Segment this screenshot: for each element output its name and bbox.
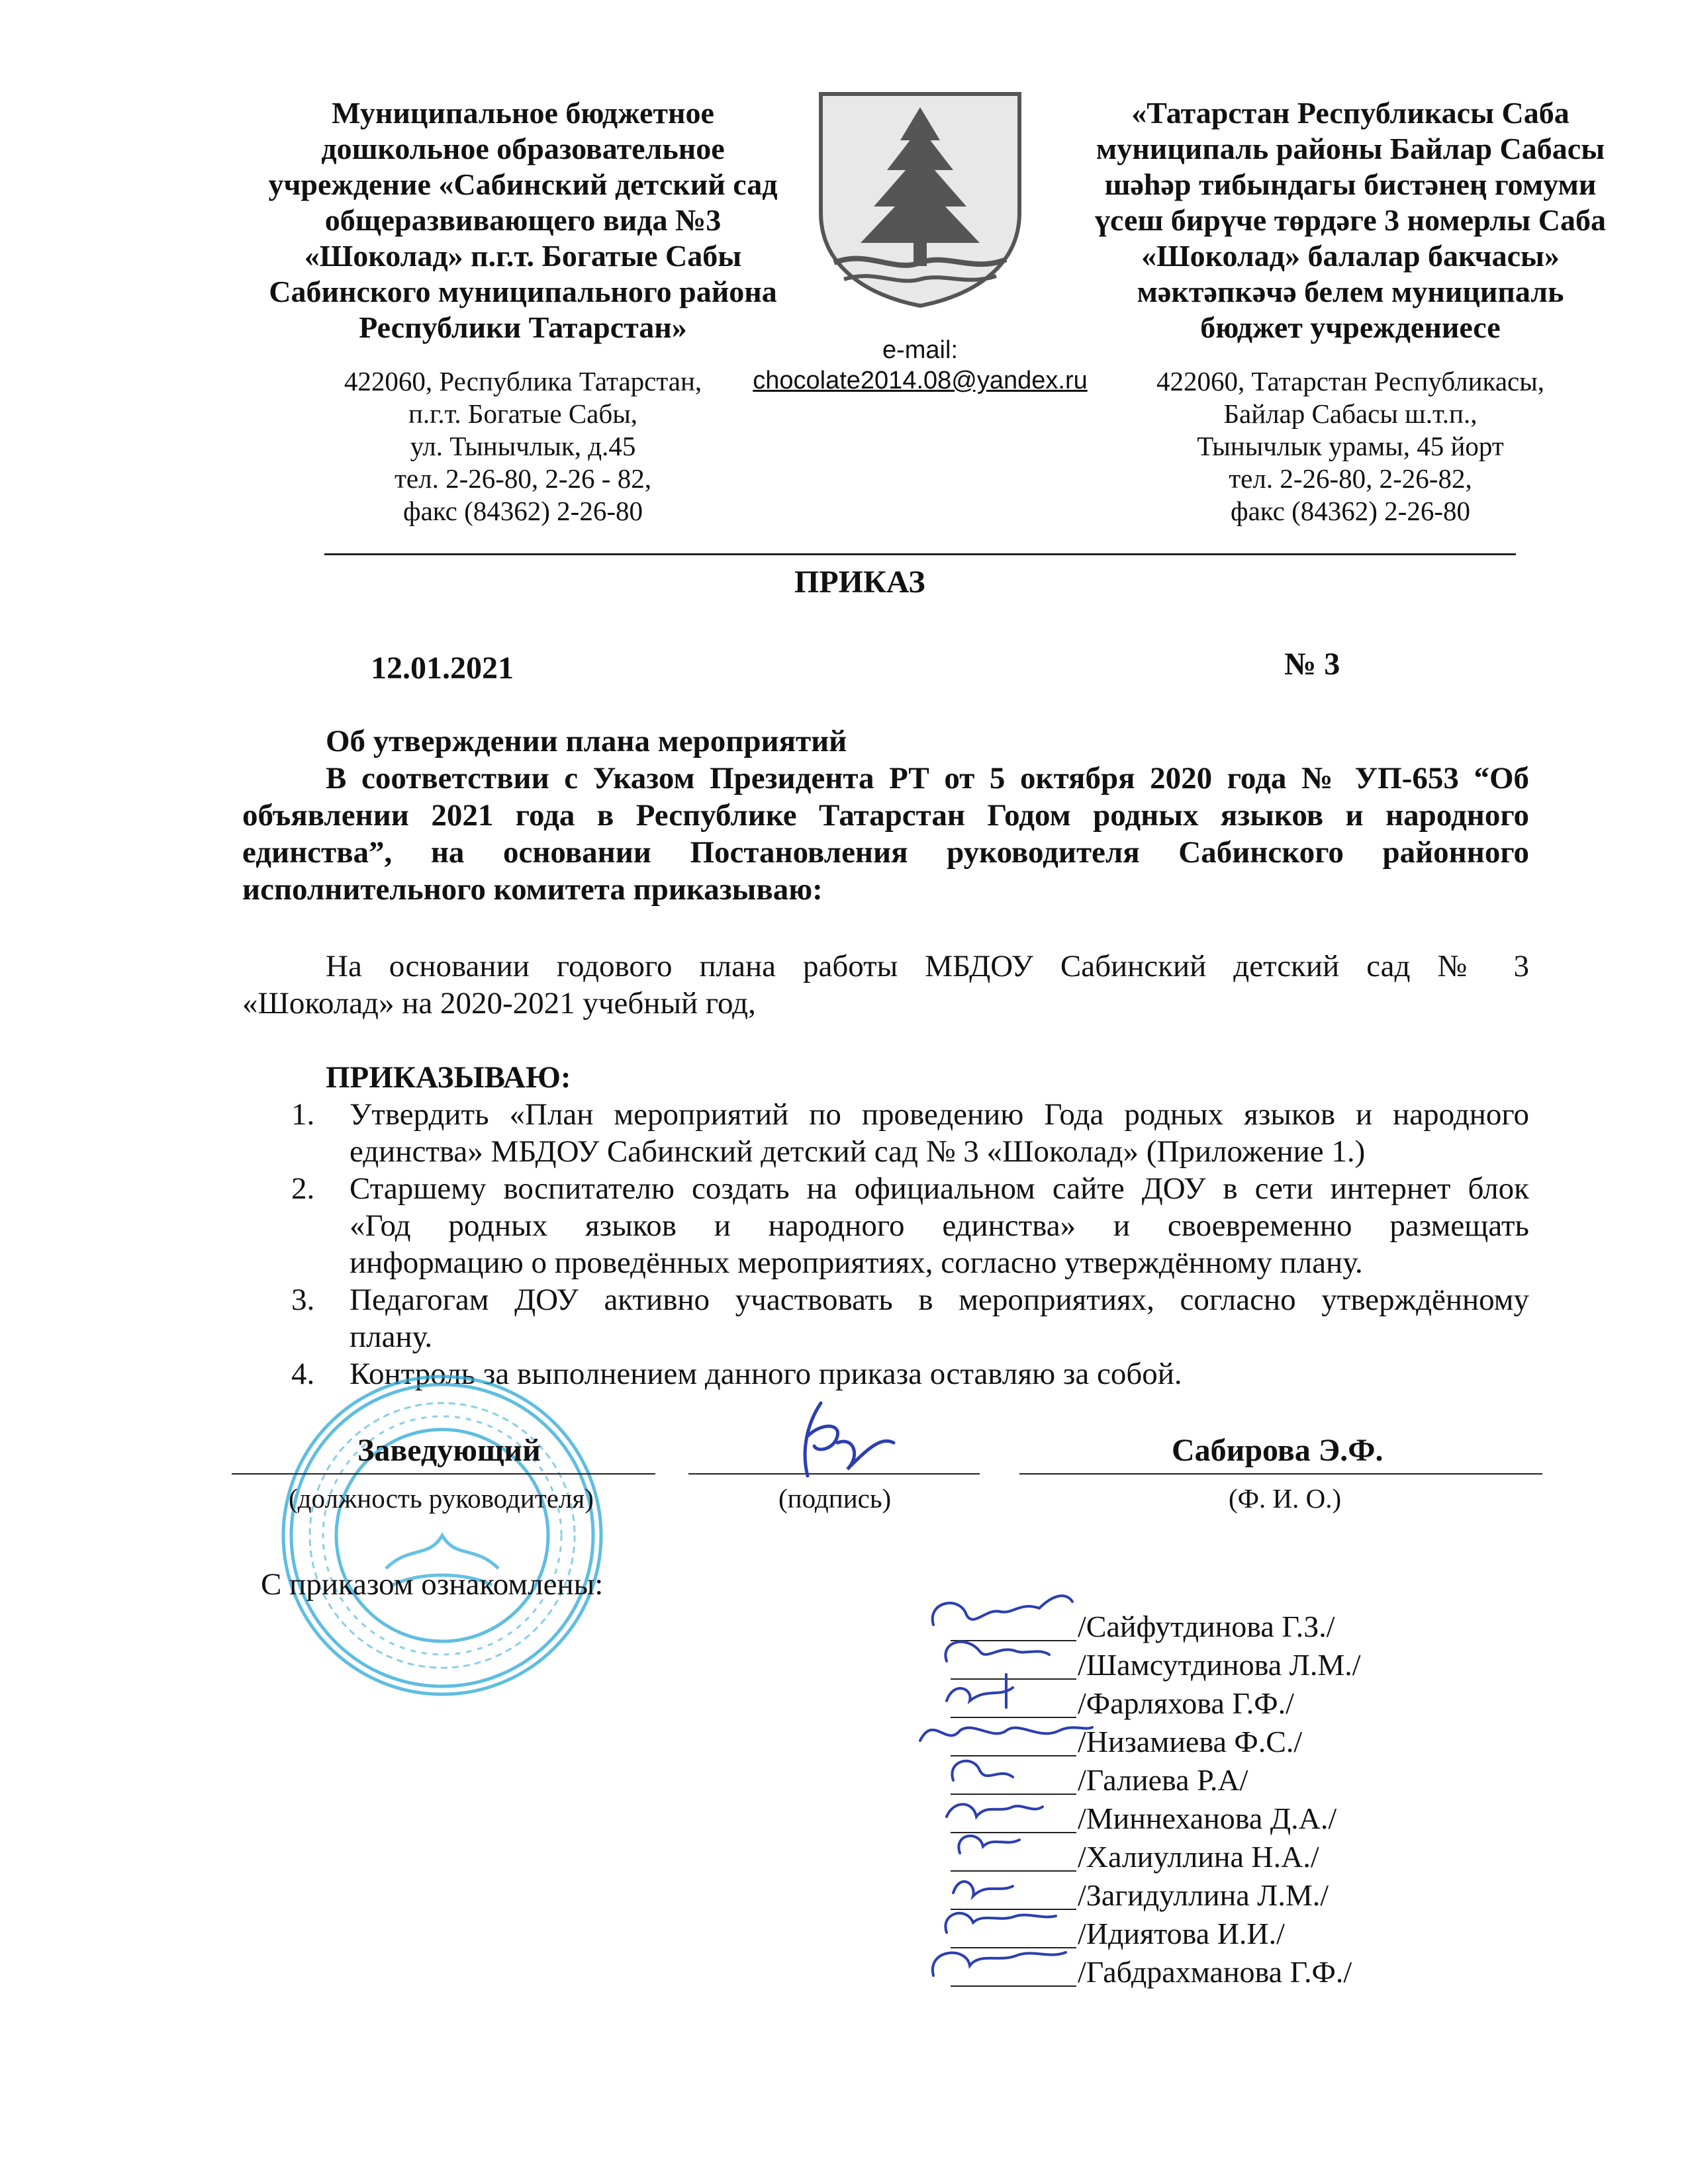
position-rule: [232, 1473, 655, 1475]
org-title-line: бюджет учреждениесе: [1200, 310, 1501, 344]
item-line: Утвердить «План мероприятий по проведению Года родных языков и народного: [350, 1097, 1529, 1132]
preamble-line: В соответствии с Указом Президента РТ от 5 октября 2020 года № УП-653 “Об: [326, 761, 1529, 796]
org-title-line: Республики Татарстан»: [359, 310, 687, 344]
org-title-line: дошкольное образовательное: [321, 132, 725, 165]
email-link[interactable]: chocolate2014.08@yandex.ru: [753, 367, 1088, 394]
position-caption: (должность руководителя): [289, 1483, 594, 1514]
name-rule: [1019, 1473, 1542, 1475]
item-line: «Год родных языков и народного единства» и своевременно размещать: [350, 1208, 1529, 1243]
organization-stamp: [277, 1370, 608, 1701]
employee-name: /Фарляхова Г.Ф./: [1078, 1686, 1294, 1720]
email-block: [728, 335, 1112, 396]
address-line: факс (84362) 2-26-80: [1231, 496, 1470, 526]
signature-caption: (подпись): [778, 1483, 892, 1514]
acknowledgement-label: С приказом ознакомлены:: [261, 1567, 604, 1602]
item-number: 3.: [291, 1283, 315, 1317]
employee-name: /Низамиева Ф.С./: [1078, 1725, 1303, 1758]
org-title-line: Сабинского муниципального района: [269, 275, 777, 308]
org-title-line: Муниципальное бюджетное: [332, 96, 714, 130]
header-divider: [324, 553, 1516, 555]
email-label: e-mail:: [882, 336, 959, 364]
address-line: тел. 2-26-80, 2-26 - 82,: [395, 463, 651, 494]
item-line: плану.: [350, 1320, 433, 1354]
org-title-line: «Шоколад» п.г.т. Богатые Сабы: [304, 239, 742, 273]
signer-position: Заведующий: [357, 1433, 541, 1468]
staff-signatures: [907, 1588, 1099, 2052]
order-title: ПРИКАЗ: [794, 565, 925, 600]
preamble-line: единства”, на основании Постановления руководителя Сабинского районного: [242, 835, 1529, 870]
order-preamble: [242, 760, 1529, 908]
address-line: Тынычлык урамы, 45 йорт: [1197, 431, 1504, 461]
director-signature: [781, 1396, 914, 1489]
item-line: информацию о проведённых мероприятиях, согласно утверждённому плану.: [350, 1246, 1363, 1280]
item-number: 2.: [291, 1171, 315, 1206]
order-subject: Об утверждении плана мероприятий: [326, 724, 847, 758]
item-number: 4.: [291, 1357, 315, 1391]
address-line: факс (84362) 2-26-80: [403, 496, 643, 526]
address-line: 422060, Татарстан Республикасы,: [1156, 366, 1545, 396]
address-line: Байлар Сабасы ш.т.п.,: [1223, 398, 1477, 429]
preamble-line: исполнительного комитета приказываю:: [242, 872, 823, 907]
item-line: единства» МБДОУ Сабинский детский сад № 3 «Шоколад» (Приложение 1.): [350, 1134, 1366, 1169]
basis-line: На основании годового плана работы МБДОУ Сабинский детский сад № 3: [326, 949, 1529, 983]
org-address-tatar: [1099, 365, 1602, 527]
name-caption: (Ф. И. О.): [1229, 1483, 1342, 1514]
org-title-line: «Шоколад» балалар бакчасы»: [1141, 239, 1560, 273]
item-line: Педагогам ДОУ активно участвовать в мероприятиях, согласно утверждённому: [350, 1283, 1529, 1317]
item-number: 1.: [291, 1097, 315, 1132]
address-line: 422060, Республика Татарстан,: [344, 366, 702, 396]
item-line: Старшему воспитателю создать на официальном сайте ДОУ в сети интернет блок: [350, 1171, 1529, 1206]
org-title-line: «Татарстан Республикасы Саба: [1131, 96, 1570, 130]
signer-name: Сабирова Э.Ф.: [1172, 1433, 1383, 1468]
employee-name: /Сайфутдинова Г.З./: [1078, 1610, 1335, 1643]
org-title-line: учреждение «Сабинский детский сад: [268, 167, 778, 201]
order-item-3: [291, 1281, 1529, 1355]
org-title-line: мәктәпкәчә белем муниципаль: [1137, 275, 1564, 308]
employee-name: /Халиуллина Н.А./: [1078, 1840, 1319, 1874]
employee-name: /Шамсутдинова Л.М./: [1078, 1648, 1361, 1682]
org-title-russian: [252, 95, 794, 345]
employee-name: /Идиятова И.И./: [1078, 1917, 1285, 1950]
employee-name: /Загидуллина Л.М./: [1078, 1878, 1329, 1912]
org-title-tatar: [1066, 95, 1635, 345]
preamble-line: объявлении 2021 года в Республике Татарстан Годом родных языков и народного: [242, 798, 1529, 833]
address-line: тел. 2-26-80, 2-26-82,: [1229, 463, 1472, 494]
order-item-2: [291, 1170, 1529, 1281]
employee-name: /Миннеханова Д.А./: [1078, 1801, 1337, 1835]
order-items: [291, 1096, 1529, 1414]
order-basis: [242, 948, 1529, 1022]
address-line: п.г.т. Богатые Сабы,: [408, 398, 638, 429]
item-line: Контроль за выполнением данного приказа оставляю за собой.: [350, 1357, 1182, 1391]
spruce-tree-emblem-icon: [808, 87, 1033, 309]
order-item-1: [291, 1096, 1529, 1170]
employee-name: /Габдрахманова Г.Ф./: [1078, 1955, 1352, 1989]
org-title-line: муниципаль районы Байлар Сабасы: [1096, 132, 1605, 165]
basis-line: «Шоколад» на 2020-2021 учебный год,: [242, 986, 756, 1021]
address-line: ул. Тынычлык, д.45: [410, 431, 636, 461]
org-title-line: общеразвивающего вида №3: [324, 203, 722, 237]
employee-name: /Галиева Р.А/: [1078, 1763, 1248, 1797]
org-title-line: үсеш бирүче төрдәге 3 номерлы Саба: [1095, 203, 1606, 237]
order-date: 12.01.2021: [371, 651, 514, 686]
org-address-russian: [291, 365, 755, 527]
order-number: № 3: [1284, 647, 1340, 682]
order-word: ПРИКАЗЫВАЮ:: [326, 1060, 571, 1095]
org-title-line: шәһәр тибындагы бистәнең гомуми: [1104, 167, 1597, 201]
